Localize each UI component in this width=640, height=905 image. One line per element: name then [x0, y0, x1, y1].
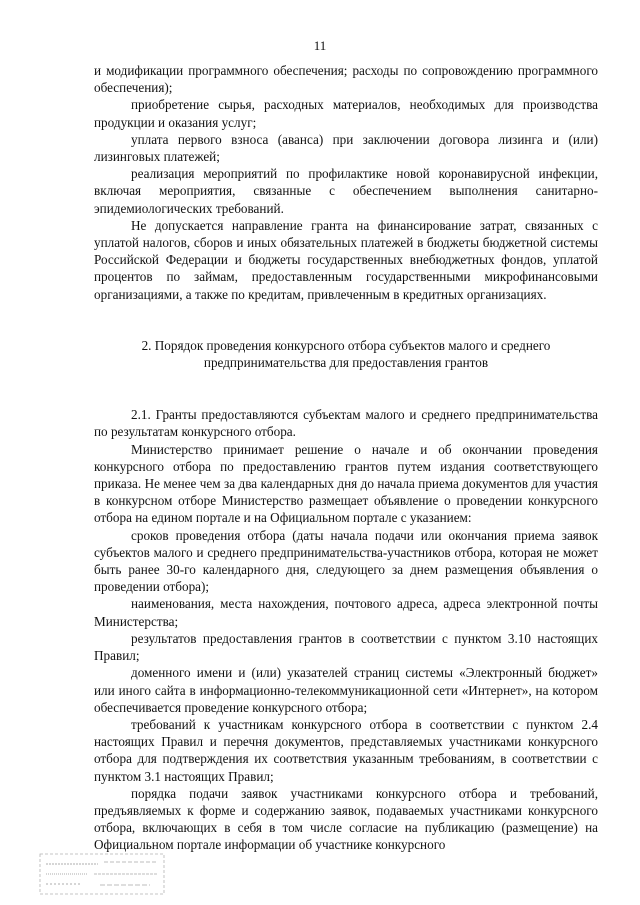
- paragraphs-after: [94, 406, 598, 853]
- paragraph: требований к участникам конкурсного отбора в соответствии с пунктом 2.4 настоящих Правил и перечня документов, представляемых участниками конкурсного отбора для подтверждения их соответствия указанным требованиям, в соответствии с пунктом 3.1 настоящих Правил;: [94, 716, 598, 784]
- section-heading: 2. Порядок проведения конкурсного отбора субъектов малого и среднего предпринимательства для предоставления грантов: [141, 337, 551, 371]
- paragraph: и модификации программного обеспечения; расходы по сопровождению программного обеспечения);: [94, 63, 598, 96]
- paragraph: реализация мероприятий по профилактике новой коронавирусной инфекции, включая мероприятия, связанные с обеспечением выполнения санитарно-эпидемиологических требований.: [94, 166, 598, 216]
- paragraph: доменного имени и (или) указателей страниц системы «Электронный бюджет» или иного сайта в информационно-телекоммуникационной сети «Интернет», на котором обеспечивается проведение конкурсного отбора;: [94, 665, 598, 715]
- paragraph: уплата первого взноса (аванса) при заключении договора лизинга и (или) лизинговых платежей;: [94, 131, 598, 165]
- page-body: [94, 62, 598, 854]
- paragraph: 2.1. Гранты предоставляются субъектам малого и среднего предпринимательства по результатам конкурсного отбора.: [94, 407, 598, 440]
- paragraph: Министерство принимает решение о начале и об окончании проведения конкурсного отбора по предоставлению грантов путем издания соответствующего приказа. Не менее чем за два календарных дня до начала приема документов для участия в конкурсном отборе Министерство размещает объявление о проведении конкурсного отбора на едином портале и на Официальном портале с указанием:: [94, 441, 598, 526]
- page-number: 11: [313, 38, 327, 53]
- registration-stamp: [38, 852, 166, 896]
- paragraph: наименования, места нахождения, почтового адреса, адреса электронной почты Министерства;: [94, 596, 598, 629]
- paragraph: приобретение сырья, расходных материалов, необходимых для производства продукции и оказания услуг;: [94, 97, 598, 130]
- paragraph: результатов предоставления грантов в соответствии с пунктом 3.10 настоящих Правил;: [94, 630, 598, 664]
- paragraph: Не допускается направление гранта на финансирование затрат, связанных с уплатой налогов, сборов и иных обязательных платежей в бюджеты бюджетной системы Российской Федерации и бюджеты государственных внебюджетных фондов, уплатой процентов по займам, предоставленным государственными микрофинансовыми организациями, а также по кредитам, привлеченным в кредитных организациях.: [94, 217, 598, 302]
- paragraphs-before: [94, 62, 598, 303]
- paragraph: порядка подачи заявок участниками конкурсного отбора и требований, предъявляемых к форме и содержанию заявок, подаваемых участниками конкурсного отбора, включающих в себя в том числе согласие на публикацию (размещение) на Официальном портале информации об участнике конкурсного: [94, 785, 598, 853]
- paragraph: сроков проведения отбора (даты начала подачи или окончания приема заявок субъектов малого и среднего предпринимательства-участников отбора, которая не может быть ранее 30-го календарного дня, следующего за днем размещения объявления о проведении отбора);: [94, 527, 598, 595]
